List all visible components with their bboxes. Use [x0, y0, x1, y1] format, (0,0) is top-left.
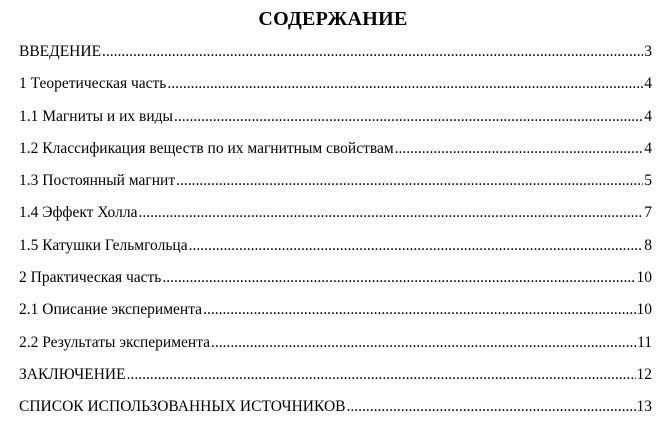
dot-leader: [102, 41, 643, 63]
toc-entry-conclusion[interactable]: [19, 364, 652, 396]
toc-entry-hall-effect[interactable]: [19, 202, 652, 234]
dot-leader: [176, 170, 643, 192]
toc-entry-label: 1.1 Магниты и их виды: [19, 107, 173, 125]
dot-leader: [211, 332, 636, 354]
toc-entry-page-number: 13: [636, 398, 652, 416]
toc-entry-label: 2 Практическая часть: [19, 269, 162, 287]
toc-entry-practical-part[interactable]: [19, 267, 652, 299]
toc-entry-introduction[interactable]: [19, 41, 652, 73]
toc-entry-helmholtz-coils[interactable]: [19, 235, 652, 267]
toc-entry-page-number: 11: [637, 333, 652, 351]
toc-entry-label: СПИСОК ИСПОЛЬЗОВАННЫХ ИСТОЧНИКОВ: [19, 398, 346, 416]
toc-entry-label: ВВЕДЕНИЕ: [19, 43, 102, 60]
toc-entry-label: 1.5 Катушки Гельмгольца: [19, 236, 188, 254]
dot-leader: [167, 73, 643, 95]
table-of-contents: [19, 41, 652, 429]
toc-entry-label: 2.1 Описание эксперимента: [19, 301, 203, 319]
dot-leader: [138, 202, 643, 224]
toc-entry-page-number: 10: [636, 301, 652, 319]
toc-entry-page-number: 10: [636, 269, 652, 287]
toc-entry-classification[interactable]: [19, 138, 652, 170]
toc-entry-page-number: 4: [644, 107, 652, 125]
toc-entry-label: 1 Теоретическая часть: [19, 75, 167, 93]
dot-leader: [203, 299, 635, 321]
toc-entry-label: 1.4 Эффект Холла: [19, 204, 138, 222]
toc-entry-label: ЗАКЛЮЧЕНИЕ: [19, 365, 126, 383]
toc-entry-references[interactable]: [19, 396, 652, 428]
toc-entry-page-number: 4: [644, 139, 652, 157]
toc-entry-label: 1.2 Классификация веществ по их магнитным свойствам: [19, 139, 394, 157]
page-title: СОДЕРЖАНИЕ: [258, 8, 408, 30]
dot-leader: [395, 138, 644, 160]
toc-entry-page-number: 3: [644, 43, 652, 60]
dot-leader: [189, 235, 644, 257]
toc-entry-label: 1.3 Постоянный магнит: [19, 172, 176, 190]
toc-entry-page-number: 7: [644, 204, 652, 222]
toc-entry-label: 2.2 Результаты эксперимента: [19, 333, 211, 351]
dot-leader: [174, 106, 643, 128]
toc-entry-page-number: 8: [644, 236, 652, 254]
toc-entry-page-number: 4: [644, 75, 652, 93]
dot-leader: [127, 364, 636, 386]
dot-leader: [346, 396, 635, 418]
toc-entry-experiment-results[interactable]: [19, 332, 652, 364]
toc-entry-permanent-magnet[interactable]: [19, 170, 652, 202]
toc-entry-theoretical-part[interactable]: [19, 73, 652, 105]
toc-entry-experiment-description[interactable]: [19, 299, 652, 331]
toc-entry-page-number: 5: [644, 172, 652, 190]
dot-leader: [162, 267, 635, 289]
toc-entry-page-number: 12: [636, 365, 652, 383]
toc-entry-magnets-types[interactable]: [19, 106, 652, 138]
